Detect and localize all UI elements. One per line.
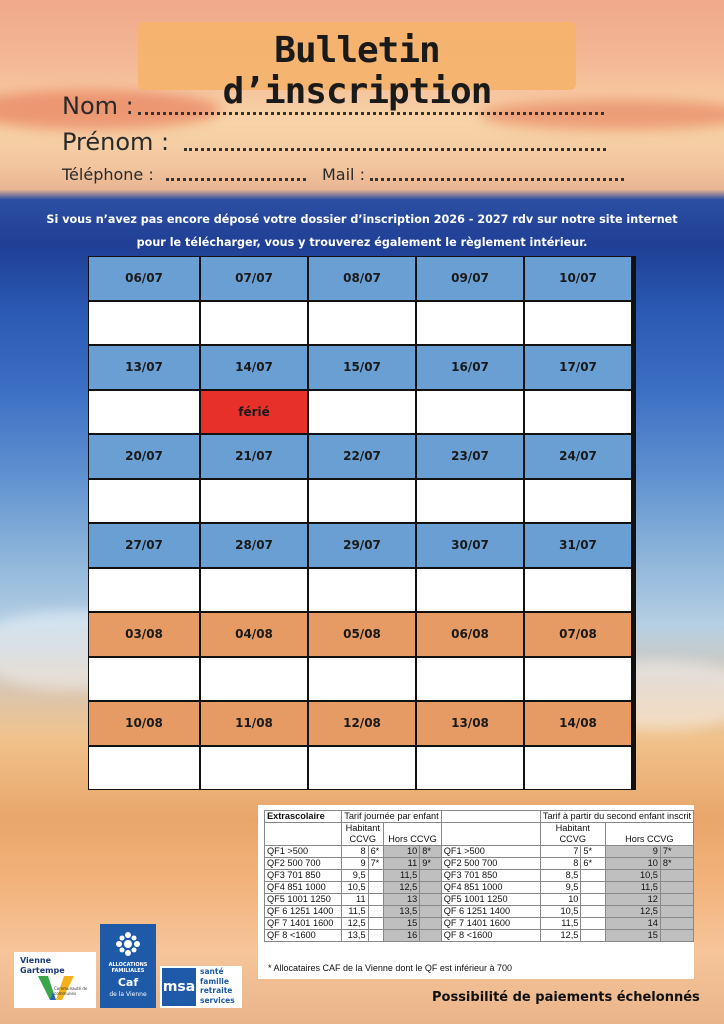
tariff-cell <box>660 870 693 882</box>
tariff-cell: 9,5 <box>342 870 368 882</box>
tariff-cell: QF 6 1251 1400 <box>441 906 540 918</box>
prenom-field[interactable] <box>184 148 606 151</box>
tariff-cell <box>368 882 384 894</box>
calendar-day-checkbox[interactable] <box>417 391 523 434</box>
calendar-day-checkbox[interactable] <box>417 569 523 612</box>
calendar-day-checkbox[interactable] <box>89 480 199 523</box>
tariff-cell <box>420 882 442 894</box>
tariff-cell: 8* <box>660 858 693 870</box>
calendar-date-header: 22/07 <box>309 435 415 478</box>
calendar-day-checkbox[interactable] <box>89 302 199 345</box>
tariff-cell: 14 <box>605 918 660 930</box>
page-title: Bulletin d’inscription <box>222 30 492 112</box>
tariff-cell <box>368 894 384 906</box>
calendar-day-checkbox[interactable] <box>201 569 307 612</box>
tariff-row <box>265 882 694 894</box>
tariff-grid <box>264 810 694 942</box>
calendar-date-header: 24/07 <box>525 435 631 478</box>
tariff-cell <box>581 906 605 918</box>
calendar-date-header: 07/08 <box>525 613 631 656</box>
tariff-cell: 11,5 <box>342 906 368 918</box>
tariff-cell: 11,5 <box>540 918 581 930</box>
calendar-date-header: 29/07 <box>309 524 415 567</box>
calendar-day-checkbox[interactable] <box>89 658 199 701</box>
tariff-cell <box>660 918 693 930</box>
tariff-cell: QF5 1001 1250 <box>265 894 342 906</box>
telephone-label: Téléphone : <box>62 165 154 184</box>
tariff-cell <box>581 882 605 894</box>
calendar-date-header: 05/08 <box>309 613 415 656</box>
tariff-cell: 10,5 <box>540 906 581 918</box>
calendar-date-header: 07/07 <box>201 257 307 300</box>
tariff-cell: 12 <box>605 894 660 906</box>
tariff-cell <box>581 930 605 942</box>
tariff-cell: QF 6 1251 1400 <box>265 906 342 918</box>
tariff-cell: 11 <box>384 858 420 870</box>
tariff-cell: QF 7 1401 1600 <box>265 918 342 930</box>
tariff-cell: 12,5 <box>342 918 368 930</box>
tariff-cell: 10 <box>384 846 420 858</box>
calendar-date-header: 14/07 <box>201 346 307 389</box>
tariff-footnote: * Allocataires CAF de la Vienne dont le QF est inférieur à 700 <box>268 963 512 973</box>
intro-line-2: pour le télécharger, vous y trouverez également le règlement intérieur. <box>136 236 588 249</box>
calendar-date-header: 03/08 <box>89 613 199 656</box>
calendar-date-header: 15/07 <box>309 346 415 389</box>
tariff-group-1: Tarif journée par enfant <box>342 811 442 823</box>
calendar-day-checkbox[interactable] <box>201 747 307 790</box>
tariff-cell: 11 <box>342 894 368 906</box>
tariff-cell <box>420 930 442 942</box>
tariff-cell <box>581 894 605 906</box>
tariff-cell: 13,5 <box>342 930 368 942</box>
calendar-date-header: 16/07 <box>417 346 523 389</box>
msa-logo: msa santé famille retraite services <box>160 966 242 1008</box>
tariff-row <box>265 870 694 882</box>
tariff-row <box>265 906 694 918</box>
calendar-date-header: 11/08 <box>201 702 307 745</box>
intro-line-1: Si vous n’avez pas encore déposé votre dossier d’inscription 2026 - 2027 rdv sur notre site internet <box>46 213 678 226</box>
intro-text <box>40 208 684 254</box>
tariff-cell: 9* <box>420 858 442 870</box>
msa-tagline: santé famille retraite services <box>200 967 235 1005</box>
calendar-day-checkbox[interactable] <box>525 658 631 701</box>
calendar-date-header: 31/07 <box>525 524 631 567</box>
tariff-cell: QF2 500 700 <box>265 858 342 870</box>
calendar-day-checkbox[interactable] <box>525 302 631 345</box>
calendar-day-checkbox[interactable] <box>417 302 523 345</box>
tariff-cell: QF3 701 850 <box>441 870 540 882</box>
tariff-cell: QF1 >500 <box>441 846 540 858</box>
tariff-cell: 7 <box>540 846 581 858</box>
calendar-date-header: 21/07 <box>201 435 307 478</box>
tariff-cell <box>420 918 442 930</box>
tariff-row <box>265 894 694 906</box>
tariff-sub-habitant-2: Habitant CCVG <box>540 823 605 846</box>
nom-label: Nom : <box>62 92 134 120</box>
tariff-sub-hors: Hors CCVG <box>384 823 441 846</box>
tariff-cell: 8* <box>420 846 442 858</box>
calendar-date-header: 23/07 <box>417 435 523 478</box>
mail-field[interactable] <box>370 178 624 181</box>
calendar-grid <box>88 256 636 790</box>
calendar-day-checkbox[interactable] <box>89 569 199 612</box>
tariff-cell: 16 <box>384 930 420 942</box>
calendar-day-checkbox[interactable] <box>89 391 199 434</box>
tariff-cell <box>420 870 442 882</box>
calendar-day-checkbox[interactable] <box>309 480 415 523</box>
tariff-cell: 12,5 <box>605 906 660 918</box>
tariff-cell: 12,5 <box>540 930 581 942</box>
calendar-day-checkbox[interactable] <box>525 480 631 523</box>
tariff-cell: 10,5 <box>342 882 368 894</box>
tariff-group-2: Tarif à partir du second enfant inscrit <box>540 811 693 823</box>
tariff-cell: 15 <box>605 930 660 942</box>
calendar-date-header: 09/07 <box>417 257 523 300</box>
tariff-cell: 8 <box>342 846 368 858</box>
tariff-cell: 13 <box>384 894 420 906</box>
calendar-date-header: 10/07 <box>525 257 631 300</box>
calendar-day-checkbox[interactable] <box>309 747 415 790</box>
footer-note: Possibilité de paiements échelonnés <box>432 990 700 1005</box>
tariff-row <box>265 918 694 930</box>
calendar-date-header: 06/08 <box>417 613 523 656</box>
calendar-day-checkbox[interactable] <box>525 747 631 790</box>
vienne-gartempe-logo: Vienne Gartempe Communauté de communes <box>14 952 96 1008</box>
holiday-cell: férié <box>201 391 307 434</box>
tariff-cell: QF3 701 850 <box>265 870 342 882</box>
tariff-cell: 13,5 <box>384 906 420 918</box>
tariff-cell: 15 <box>384 918 420 930</box>
calendar-day-checkbox[interactable] <box>201 302 307 345</box>
tariff-sub-hors-2: Hors CCVG <box>605 823 693 846</box>
tariff-row <box>265 858 694 870</box>
tariff-sub-habitant: Habitant CCVG <box>342 823 384 846</box>
tariff-corner: Extrascolaire <box>265 811 342 823</box>
tariff-cell <box>368 870 384 882</box>
tariff-cell: 12,5 <box>384 882 420 894</box>
calendar-date-header: 13/08 <box>417 702 523 745</box>
tariff-cell: 10,5 <box>605 870 660 882</box>
tariff-cell <box>581 918 605 930</box>
calendar-date-header: 14/08 <box>525 702 631 745</box>
tariff-cell: 6* <box>581 858 605 870</box>
calendar-day-checkbox[interactable] <box>309 302 415 345</box>
tariff-cell: 8 <box>540 858 581 870</box>
tariff-cell <box>581 870 605 882</box>
tariff-cell: QF 7 1401 1600 <box>441 918 540 930</box>
tariff-cell: 5* <box>581 846 605 858</box>
tariff-table <box>258 805 694 979</box>
tariff-row <box>265 930 694 942</box>
telephone-field[interactable] <box>166 178 306 181</box>
tariff-cell: QF 8 <1600 <box>441 930 540 942</box>
tariff-cell <box>660 906 693 918</box>
calendar-day-checkbox[interactable] <box>525 569 631 612</box>
calendar-day-checkbox[interactable] <box>309 658 415 701</box>
tariff-cell: QF2 500 700 <box>441 858 540 870</box>
tariff-cell: 7* <box>660 846 693 858</box>
calendar-day-checkbox[interactable] <box>89 747 199 790</box>
calendar-day-checkbox[interactable] <box>309 569 415 612</box>
tariff-cell: 9 <box>342 858 368 870</box>
tariff-cell: 8,5 <box>540 870 581 882</box>
tariff-cell: 10 <box>540 894 581 906</box>
calendar-date-header: 30/07 <box>417 524 523 567</box>
tariff-cell <box>660 882 693 894</box>
tariff-cell <box>660 930 693 942</box>
tariff-cell: 7* <box>368 858 384 870</box>
tariff-cell <box>660 894 693 906</box>
tariff-sub-empty <box>265 823 342 846</box>
mail-label: Mail : <box>322 165 365 184</box>
calendar-day-checkbox[interactable] <box>201 480 307 523</box>
tariff-cell: QF4 851 1000 <box>441 882 540 894</box>
nom-field[interactable] <box>138 112 604 115</box>
calendar-date-header: 27/07 <box>89 524 199 567</box>
tariff-cell <box>420 894 442 906</box>
calendar-date-header: 08/07 <box>309 257 415 300</box>
tariff-cell: QF4 851 1000 <box>265 882 342 894</box>
tariff-cell <box>368 918 384 930</box>
caf-emblem-icon <box>114 930 142 958</box>
calendar-day-checkbox[interactable] <box>417 480 523 523</box>
calendar-date-header: 28/07 <box>201 524 307 567</box>
tariff-cell: QF 8 <1600 <box>265 930 342 942</box>
tariff-group-2-qf <box>441 811 540 823</box>
prenom-label: Prénom : <box>62 128 170 156</box>
calendar-day-checkbox[interactable] <box>201 658 307 701</box>
tariff-cell <box>368 906 384 918</box>
tariff-cell: 10 <box>605 858 660 870</box>
tariff-cell: 9,5 <box>540 882 581 894</box>
calendar-day-checkbox[interactable] <box>417 658 523 701</box>
tariff-cell: 6* <box>368 846 384 858</box>
calendar-date-header: 13/07 <box>89 346 199 389</box>
tariff-cell: 9 <box>605 846 660 858</box>
calendar-date-header: 17/07 <box>525 346 631 389</box>
calendar-day-checkbox[interactable] <box>417 747 523 790</box>
tariff-cell: 11,5 <box>384 870 420 882</box>
caf-logo: ALLOCATIONS FAMILIALES Caf de la Vienne <box>100 924 156 1008</box>
calendar-date-header: 06/07 <box>89 257 199 300</box>
tariff-cell <box>420 906 442 918</box>
calendar-day-checkbox[interactable] <box>309 391 415 434</box>
tariff-cell: QF5 1001 1250 <box>441 894 540 906</box>
tariff-cell: 11,5 <box>605 882 660 894</box>
tariff-cell: QF1 >500 <box>265 846 342 858</box>
calendar-date-header: 10/08 <box>89 702 199 745</box>
calendar-day-checkbox[interactable] <box>525 391 631 434</box>
calendar-date-header: 04/08 <box>201 613 307 656</box>
calendar-date-header: 12/08 <box>309 702 415 745</box>
calendar-date-header: 20/07 <box>89 435 199 478</box>
tariff-sub-empty <box>441 823 540 846</box>
tariff-cell <box>368 930 384 942</box>
tariff-row <box>265 846 694 858</box>
